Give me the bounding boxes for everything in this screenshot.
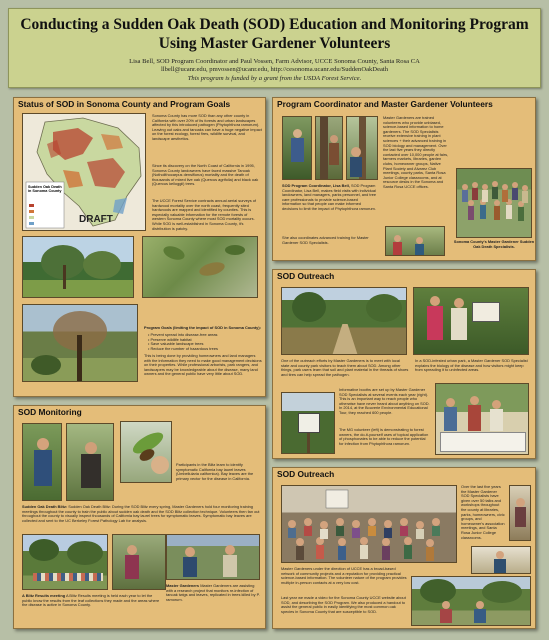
panel-outreach-talks [272, 467, 536, 629]
panel-coordinator-volunteers [272, 97, 536, 261]
funding-line: This program is funded by a grant from the USDA Forest Service. [187, 74, 362, 82]
coordinator-caption-2: She also coordinates advanced training for Master Gardener SOD Specialists. [282, 236, 369, 245]
panel-title: SOD Monitoring [18, 407, 82, 417]
group-figures [457, 169, 532, 238]
booths-text: Informative booths are set up by Master Gardener SOD Specialists at several events each year (right). This is an important way to reach people who otherwise have never heard about anything on SOD. In 2014, at the Bouverie Environmental Educational Tour, they reached 600 people. [339, 388, 430, 415]
authors-line: Lisa Bell, SOD Program Coordinator and Paul Vossen, Farm Advisor, UCCE Sonoma County, Santa Rosa CA [129, 58, 420, 65]
photo-dead-oak-tree [22, 304, 138, 382]
poster-title [9, 15, 540, 53]
audience-figures [282, 486, 457, 563]
photo-blitz-results-meeting [22, 534, 108, 590]
panel-title: Status of SOD in Sonoma County and Program Goals [18, 99, 231, 109]
blitz-caption: Sudden Oak Death Blitz: Sudden Oak Death Blitz: During the SOD Blitz every spring, Master Gardeners hold four monitoring training meetings throughout the county to train the public about sudden oak death and the SOD Blitz collection technique. Volunteers then fan out throughout the county to visually inspect thousands of California bay laurel trees for symptomatic leaves. Symptomatic bay leaves are collected and sent to the UC Berkeley Forest Pathology Lab for analysis. [22, 505, 260, 523]
contact-line: llbell@ucanr.edu, pmvossen@ucanr.edu, http://cesonoma.ucanr.edu/SuddenOakDeath [160, 66, 389, 74]
urban-park-caption: In a SOD-infested urban park, a Master Gardener SOD Specialist explains the biology of the disease and how visitors might keep from spreading it to uninfected areas. [415, 359, 528, 373]
photo-bay-laurel-leaf [120, 421, 172, 483]
photo-workshop-audience [281, 485, 457, 563]
sod-distribution-map [22, 113, 146, 231]
photo-mg-research-twigs [112, 534, 166, 590]
photo-coordinator-field [282, 116, 312, 180]
phosphonate-text: The MG volunteer (left) is demonstrating to forest owners, the do-it-yourself uses of topical application of phosphonates to be able to reduce the potential for infection from Phytophthora ramorum. [339, 428, 429, 446]
specialists-group-caption: Sonoma County's Master Gardener Sudden Oak Death Specialists. [453, 240, 535, 249]
photo-speaker [509, 485, 531, 541]
map-draft-watermark: DRAFT [79, 214, 113, 225]
goal-item: • Reduce the number of hazardous trees [148, 347, 262, 352]
poster-header [8, 8, 541, 88]
network-text: Master Gardeners under the direction of UCCE has a broad-based network of community projects and a reputation for providing practical science-based information. The volunteer nature of the program provides multiple in-person contacts at a very low cost. [281, 567, 407, 585]
blitz-results-caption: A Blitz Results meeting A Blitz Results meeting is held each year to let the public know the results from the leaf collections they made and the areas where the disease is active in Sonoma County. [22, 594, 160, 608]
photo-mg-specialists-group [456, 168, 532, 238]
photo-outreach-booth-event [435, 383, 529, 455]
goals-heading: Program Goals (limiting the impact of SOD in Sonoma County): [144, 326, 261, 330]
photo-dead-tanoak-hillside [22, 236, 134, 298]
panel-outreach-parks [272, 269, 536, 459]
panel-title: SOD Outreach [277, 469, 335, 479]
master-gardeners-text: Master Gardeners are trained volunteers who provide unbiased, science-based information to home gardeners. The SOD Specialists receive extensive training in plant sciences + their advanced training in SOD biology and management. Over the last five years they directly contacted over 10,000 people at fairs, farmers markets, libraries, garden clubs, homeowner groups, Native Plant Society and Alvarez Club meetings, county parks, Santa Rosa Junior College classrooms, and at resource desks in the Sonoma and Santa Rosa UCCE offices. [383, 116, 449, 189]
blitz-results-caption-text: A Blitz Results meeting is held each year to let the public know the results from the leaf collections they made and the areas where the disease is active in Sonoma County. [22, 594, 160, 608]
goal-item: • Preserve wildlife habitat [148, 338, 262, 343]
goal-item: • Prevent spread into disease-free areas [148, 333, 262, 338]
status-paragraph-3: The UCCE Forest Service contracts annual aerial surveys of hardwood mortality over the north coast, frequently sited hardwoods are mapped and identified by counties. This is especially valuable information for the remote forests of western Sonoma County where most SOD mortality occurs. While SOD is well-established in Sonoma County, it's distribution is patchy. [152, 199, 257, 231]
coordinator-caption-text: SOD Program Coordinator, Lisa Bell, makes field visits with individual landowners, land managers, parks personnel, and tree care professionals to provide science-based information so that people can make informed decisions to limit the impact of Phytophthora ramorum. [282, 184, 377, 211]
title-line-1: Conducting a Sudden Oak Death (SOD) Education and Monitoring Program [20, 16, 529, 33]
photo-blitz-participant-1 [22, 423, 62, 501]
status-paragraph-2: Since its discovery on the North Coast of California in 1995, Sonoma County landowners have faced massive Tanoak (Notholithocarpus densiflorus) mortality and the death of thousands of mixed live oak (Quercus agrifolia) and black oak (Quercus kelloggii) trees. [152, 164, 259, 187]
research-project-caption-text: Master Gardeners are assisting with a research project that monitors re-infection of tanoak twigs and leaves, replicated in trees killed by P. ramorum. [166, 584, 260, 602]
leaf-identification-caption: Participants in the Blitz learn to identify symptomatic California bay laurel leaves (Umbellularia californica). Bay leaves are the primary vector for the disease in California. [176, 463, 254, 481]
photo-blitz-participant-2 [66, 423, 114, 501]
photo-mg-explaining-urban-park [413, 287, 529, 355]
photo-sod-sign [281, 392, 335, 454]
photo-presenter [471, 546, 531, 574]
research-project-caption: Master Gardeners Master Gardeners are assisting with a research project that monitors re-infection of tanoak twigs and leaves, replicated in trees killed by P. ramorum. [166, 584, 260, 602]
map-legend-title: Sudden Oak Death in Sonoma County [28, 185, 62, 194]
photo-coordinator-oak [346, 116, 378, 180]
talks-workshops-text: Over the last five years the Master Gardener SOD Specialists have given over 50 talks and workshops throughout the county at libraries, parks, homeowners, civic groups, and homeowner's association meetings, and Santa Rosa Junior College classrooms. [461, 485, 505, 540]
coordinator-caption: SOD Program Coordinator, Lisa Bell, SOD Program Coordinator, Lisa Bell, makes field visits with individual landowners, land managers, parks personnel, and tree care professionals to provide science-based information so that people can make informed decisions to limit the impact of Phytophthora ramorum. [282, 184, 377, 211]
goals-paragraph: This is being done by providing homeowners and land managers with the information they need to make good management decisions on their properties. While professional arborists, park rangers, and landscapers may be knowledgeable about the disease, many land owners and the general public have very little about SOD. [144, 354, 262, 377]
photo-outdoor-workshop [411, 576, 531, 626]
photo-mg-research-field [166, 534, 260, 580]
status-paragraph-1: Sonoma County has more SOD than any other county in California with over 20% of its forests and urban landscapes affected by this introduced pathogen (Phytophthora ramorum). Leaving out oaks and tanoaks can have a huge negative impact on the forest ecology, forest fires, wildlife survival, and landscape aesthetics. [152, 114, 262, 141]
photo-mg-booth [385, 226, 445, 256]
goals-list [148, 333, 262, 353]
panel-status-goals [13, 97, 266, 397]
park-outreach-caption: One of the outreach efforts by Master Gardeners is to meet with local state and county park visitors to teach them about SOD. Among other things, park users learn that soil and plant material in the threads of shoes and tires can help spread the pathogen. [281, 359, 409, 377]
photo-oak-leaves [142, 236, 258, 298]
panel-title: SOD Outreach [277, 271, 335, 281]
photo-coordinator-tree [315, 116, 343, 180]
blitz-caption-text: Sudden Oak Death Blitz: During the SOD Blitz every spring, Master Gardeners hold four monitoring training meetings throughout the county to train the public about sudden oak death and the SOD Blitz collection technique. Volunteers then fan out throughout the county to visually inspect thousands of California bay laurel trees for symptomatic leaves. Symptomatic bay leaves are collected and sent to the UC Berkeley Forest Pathology Lab for analysis. [22, 505, 260, 523]
video-handout-text: Last year we made a video for the Sonoma County UCCE website about SOD, and describing the SOD Program. We also produced a handout to assist the general public in easily identifying the most common oak species in Sonoma County that are susceptible to SOD. [281, 596, 406, 614]
goal-item: • Save valuable landscape trees [148, 342, 262, 347]
panel-title: Program Coordinator and Master Gardener Volunteers [277, 99, 493, 109]
title-line-2: Using Master Gardener Volunteers [158, 35, 391, 52]
photo-park-trail [281, 287, 407, 355]
panel-sod-monitoring [13, 405, 266, 629]
